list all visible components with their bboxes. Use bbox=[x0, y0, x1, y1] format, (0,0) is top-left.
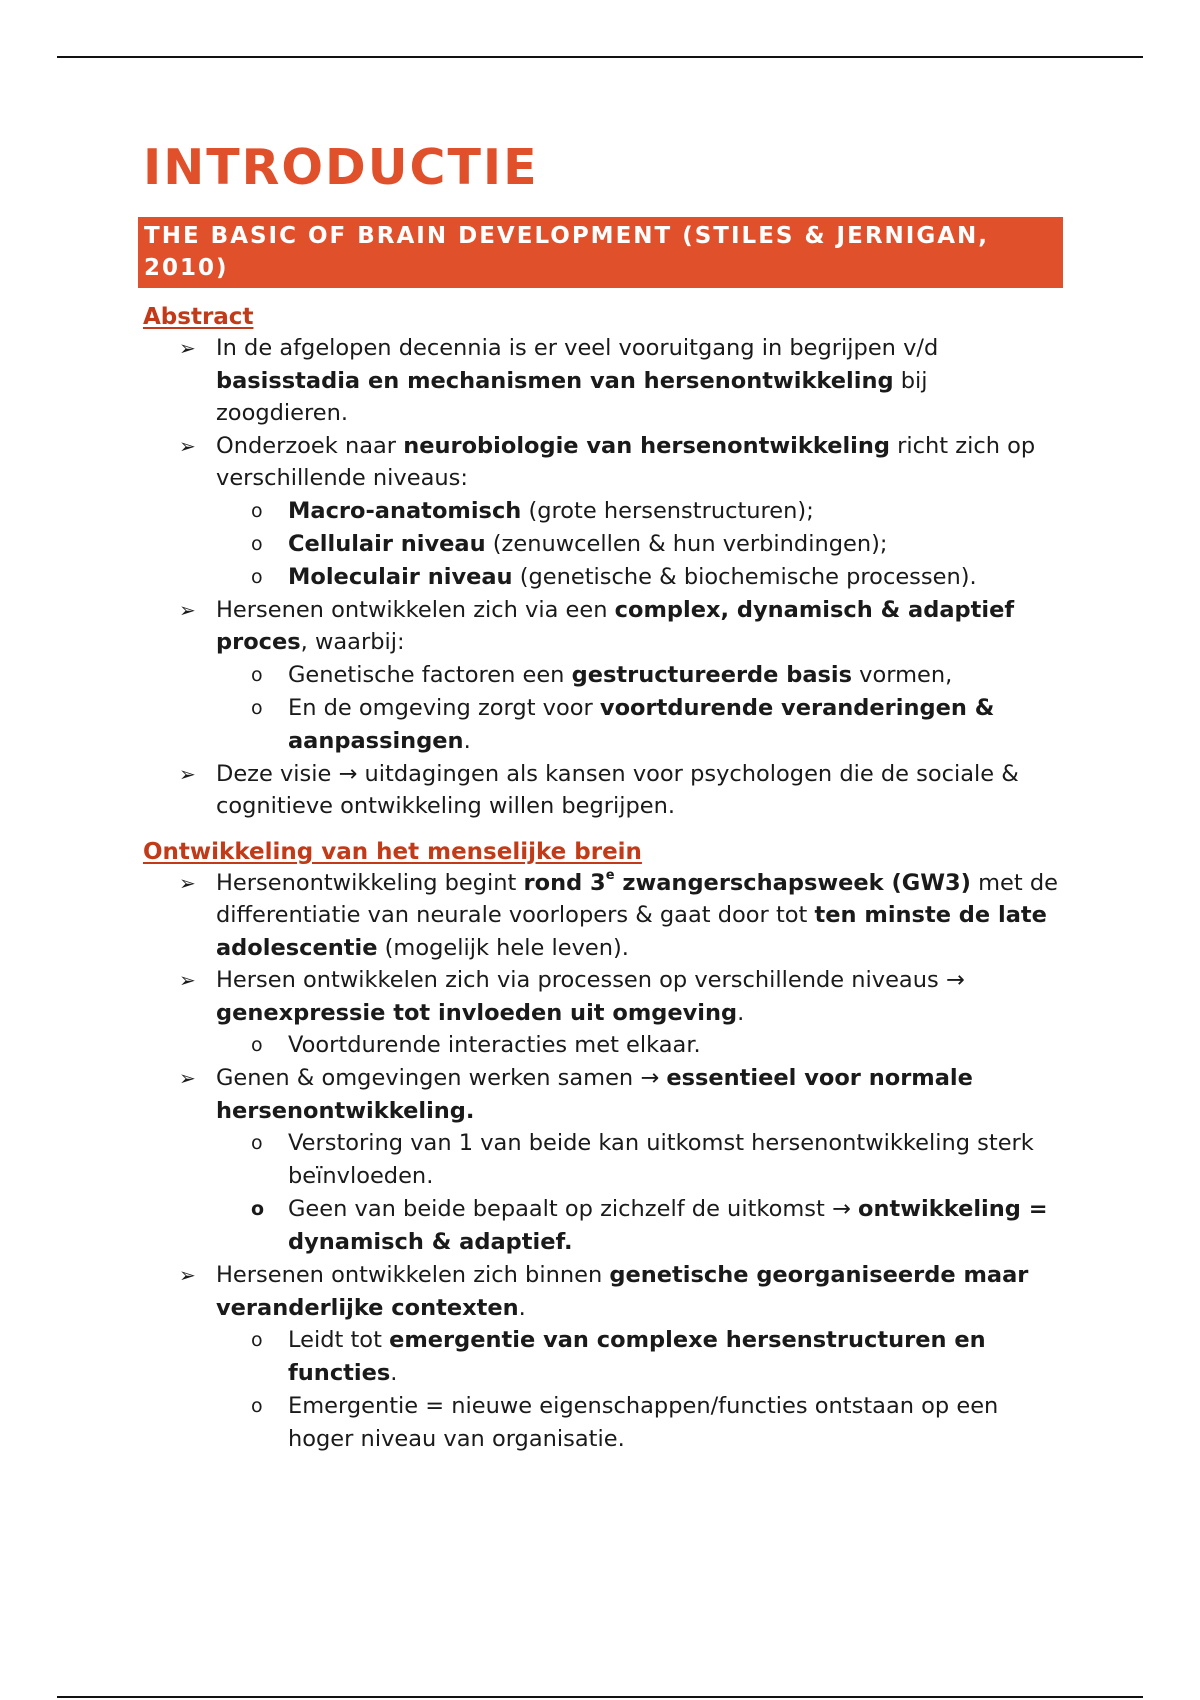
sub-list-item bbox=[215, 1324, 1063, 1390]
text-run: Onderzoek naar bbox=[216, 432, 404, 459]
text-run: . bbox=[518, 1294, 526, 1321]
list-item bbox=[143, 964, 1063, 1062]
sub-list-item bbox=[215, 1029, 1063, 1062]
sub-list-item-text bbox=[288, 1393, 998, 1452]
text-run: bij zoogdieren. bbox=[216, 367, 928, 426]
text-run: (grote hersenstructuren); bbox=[521, 497, 814, 524]
circle-bullet-icon: o bbox=[251, 1034, 263, 1056]
arrow-bullet-icon: ➢ bbox=[179, 433, 196, 458]
arrow-bullet-icon: ➢ bbox=[179, 336, 196, 360]
section-heading: Ontwikkeling van het menselijke brein bbox=[143, 838, 642, 865]
sub-list-item-text bbox=[288, 695, 994, 754]
text-run: Genetische factoren een bbox=[288, 661, 572, 688]
list-item-text bbox=[216, 870, 1058, 961]
sub-list bbox=[215, 1324, 1063, 1456]
circle-bullet-icon: o bbox=[251, 696, 263, 719]
sub-list-item bbox=[215, 1127, 1063, 1193]
text-run: (zenuwcellen & hun verbindingen); bbox=[485, 530, 888, 557]
list-item bbox=[143, 867, 1063, 965]
chapter-banner: THE BASIC OF BRAIN DEVELOPMENT (STILES & JERNIGAN, 2010) bbox=[138, 217, 1063, 288]
sub-list-item bbox=[215, 561, 1063, 594]
text-run: Hersenontwikkeling begint bbox=[216, 869, 524, 896]
sub-list-item-text bbox=[288, 1196, 1048, 1255]
arrow-bullet-icon: ➢ bbox=[179, 1066, 196, 1090]
text-run: Deze visie → uitdagingen als kansen voor psychologen die de sociale & cognitieve ontwikkeling willen begrijpen. bbox=[216, 760, 1019, 819]
footer-rule bbox=[57, 1696, 1143, 1698]
header-rule bbox=[57, 56, 1143, 58]
text-run: . bbox=[737, 999, 745, 1026]
section-heading: Abstract bbox=[143, 304, 254, 330]
sub-list-item bbox=[215, 495, 1063, 528]
arrow-bullet-icon: ➢ bbox=[179, 761, 196, 786]
text-run: , waarbij: bbox=[300, 629, 405, 655]
sub-list bbox=[215, 1029, 1063, 1062]
bold-text: genexpressie tot invloeden uit omgeving bbox=[216, 999, 738, 1026]
list-item-text bbox=[216, 597, 1014, 656]
text-run: In de afgelopen decennia is er veel vooruitgang in begrijpen v/d bbox=[216, 335, 939, 361]
list-item bbox=[143, 594, 1063, 758]
list-item-text bbox=[216, 1262, 1028, 1321]
list-item-text bbox=[216, 761, 1019, 820]
text-run: Geen van beide bepaalt op zichzelf de uitkomst → bbox=[288, 1196, 859, 1222]
bold-text: Moleculair niveau bbox=[288, 563, 513, 590]
sub-list-item bbox=[215, 659, 1063, 692]
sub-list bbox=[215, 1127, 1063, 1259]
text-run: En de omgeving zorgt voor bbox=[288, 694, 600, 721]
bold-text: rond 3 bbox=[523, 869, 606, 896]
circle-bullet-icon: o bbox=[251, 1395, 263, 1417]
circle-bullet-icon: o bbox=[251, 1198, 265, 1220]
bold-text: gestructureerde basis bbox=[571, 661, 853, 688]
bold-text: zwangerschapsweek (GW3) bbox=[614, 869, 971, 896]
list-item-text bbox=[216, 335, 938, 426]
circle-bullet-icon: o bbox=[251, 663, 263, 686]
text-run: (genetische & biochemische processen). bbox=[512, 563, 977, 590]
sub-list-item-text bbox=[288, 1327, 986, 1386]
text-run: Leidt tot bbox=[288, 1327, 390, 1353]
text-run: met de differentiatie van neurale voorlopers & gaat door tot bbox=[216, 869, 1058, 928]
list-item bbox=[143, 1062, 1063, 1259]
text-run: Verstoring van 1 van beide kan uitkomst hersenontwikkeling sterk beïnvloeden. bbox=[288, 1130, 1034, 1189]
bold-text: Macro-anatomisch bbox=[288, 497, 522, 524]
arrow-bullet-icon: ➢ bbox=[179, 968, 196, 992]
text-run: Hersen ontwikkelen zich via processen op verschillende niveaus → bbox=[216, 967, 965, 993]
list-item bbox=[143, 332, 1063, 430]
list-item-text bbox=[216, 967, 965, 1026]
list-item bbox=[143, 1259, 1063, 1456]
circle-bullet-icon: o bbox=[251, 565, 263, 588]
sub-list-item-text bbox=[288, 1130, 1034, 1189]
bold-text: e bbox=[605, 868, 615, 883]
sub-list-item-text bbox=[288, 564, 977, 590]
text-run: Hersenen ontwikkelen zich via een bbox=[216, 596, 615, 623]
bold-text: ten minste de late adolescentie bbox=[216, 902, 1047, 961]
bold-text: complex, dynamisch & adaptief proces bbox=[216, 596, 1015, 655]
arrow-bullet-icon: ➢ bbox=[179, 597, 196, 622]
bold-text: essentieel voor normale hersenontwikkeling. bbox=[216, 1065, 973, 1124]
sub-list bbox=[215, 495, 1063, 594]
text-run: . bbox=[390, 1360, 398, 1386]
arrow-bullet-icon: ➢ bbox=[179, 1263, 196, 1287]
list-item bbox=[143, 430, 1063, 594]
bold-text: genetische georganiseerde maar veranderlijke contexten bbox=[216, 1262, 1029, 1321]
sub-list-item bbox=[215, 1390, 1063, 1456]
sub-list-item bbox=[215, 1193, 1063, 1259]
sub-list-item-text bbox=[288, 531, 887, 557]
sub-list-item-text bbox=[288, 498, 814, 524]
bullet-list bbox=[143, 332, 1063, 823]
sub-list-item bbox=[215, 528, 1063, 561]
sub-list bbox=[215, 659, 1063, 758]
text-run: (mogelijk hele leven). bbox=[377, 934, 629, 961]
circle-bullet-icon: o bbox=[251, 1132, 263, 1154]
text-run: richt zich op verschillende niveaus: bbox=[216, 432, 1036, 491]
bold-text: voortdurende veranderingen & aanpassingen bbox=[288, 694, 995, 754]
bold-text: basisstadia en mechanismen van hersenontwikkeling bbox=[216, 367, 894, 394]
text-run: Voortdurende interacties met elkaar. bbox=[288, 1032, 701, 1058]
text-run: Genen & omgevingen werken samen → bbox=[216, 1065, 667, 1091]
bold-text: emergentie van complexe hersenstructuren en functies bbox=[288, 1327, 986, 1386]
sub-list-item bbox=[215, 692, 1063, 758]
circle-bullet-icon: o bbox=[251, 1329, 263, 1351]
bullet-list bbox=[143, 867, 1063, 1457]
bold-text: Cellulair niveau bbox=[288, 530, 486, 557]
text-run: . bbox=[463, 727, 471, 754]
list-item-text bbox=[216, 1065, 973, 1124]
text-run: vormen, bbox=[852, 661, 953, 688]
document-body bbox=[143, 140, 1063, 1456]
sub-list-item-text bbox=[288, 1032, 701, 1058]
list-item-text bbox=[216, 433, 1035, 492]
circle-bullet-icon: o bbox=[251, 499, 263, 522]
bold-text: ontwikkeling = dynamisch & adaptief. bbox=[288, 1196, 1048, 1255]
sub-list-item-text bbox=[288, 662, 952, 688]
sections-container bbox=[143, 288, 1063, 1456]
arrow-bullet-icon: ➢ bbox=[179, 870, 196, 895]
text-run: Emergentie = nieuwe eigenschappen/functies ontstaan op een hoger niveau van organisatie. bbox=[288, 1393, 999, 1452]
text-run: Hersenen ontwikkelen zich binnen bbox=[216, 1262, 610, 1288]
circle-bullet-icon: o bbox=[251, 532, 263, 555]
bold-text: neurobiologie van hersenontwikkeling bbox=[403, 432, 891, 459]
page-title: INTRODUCTIE bbox=[143, 139, 539, 196]
list-item bbox=[143, 758, 1063, 823]
